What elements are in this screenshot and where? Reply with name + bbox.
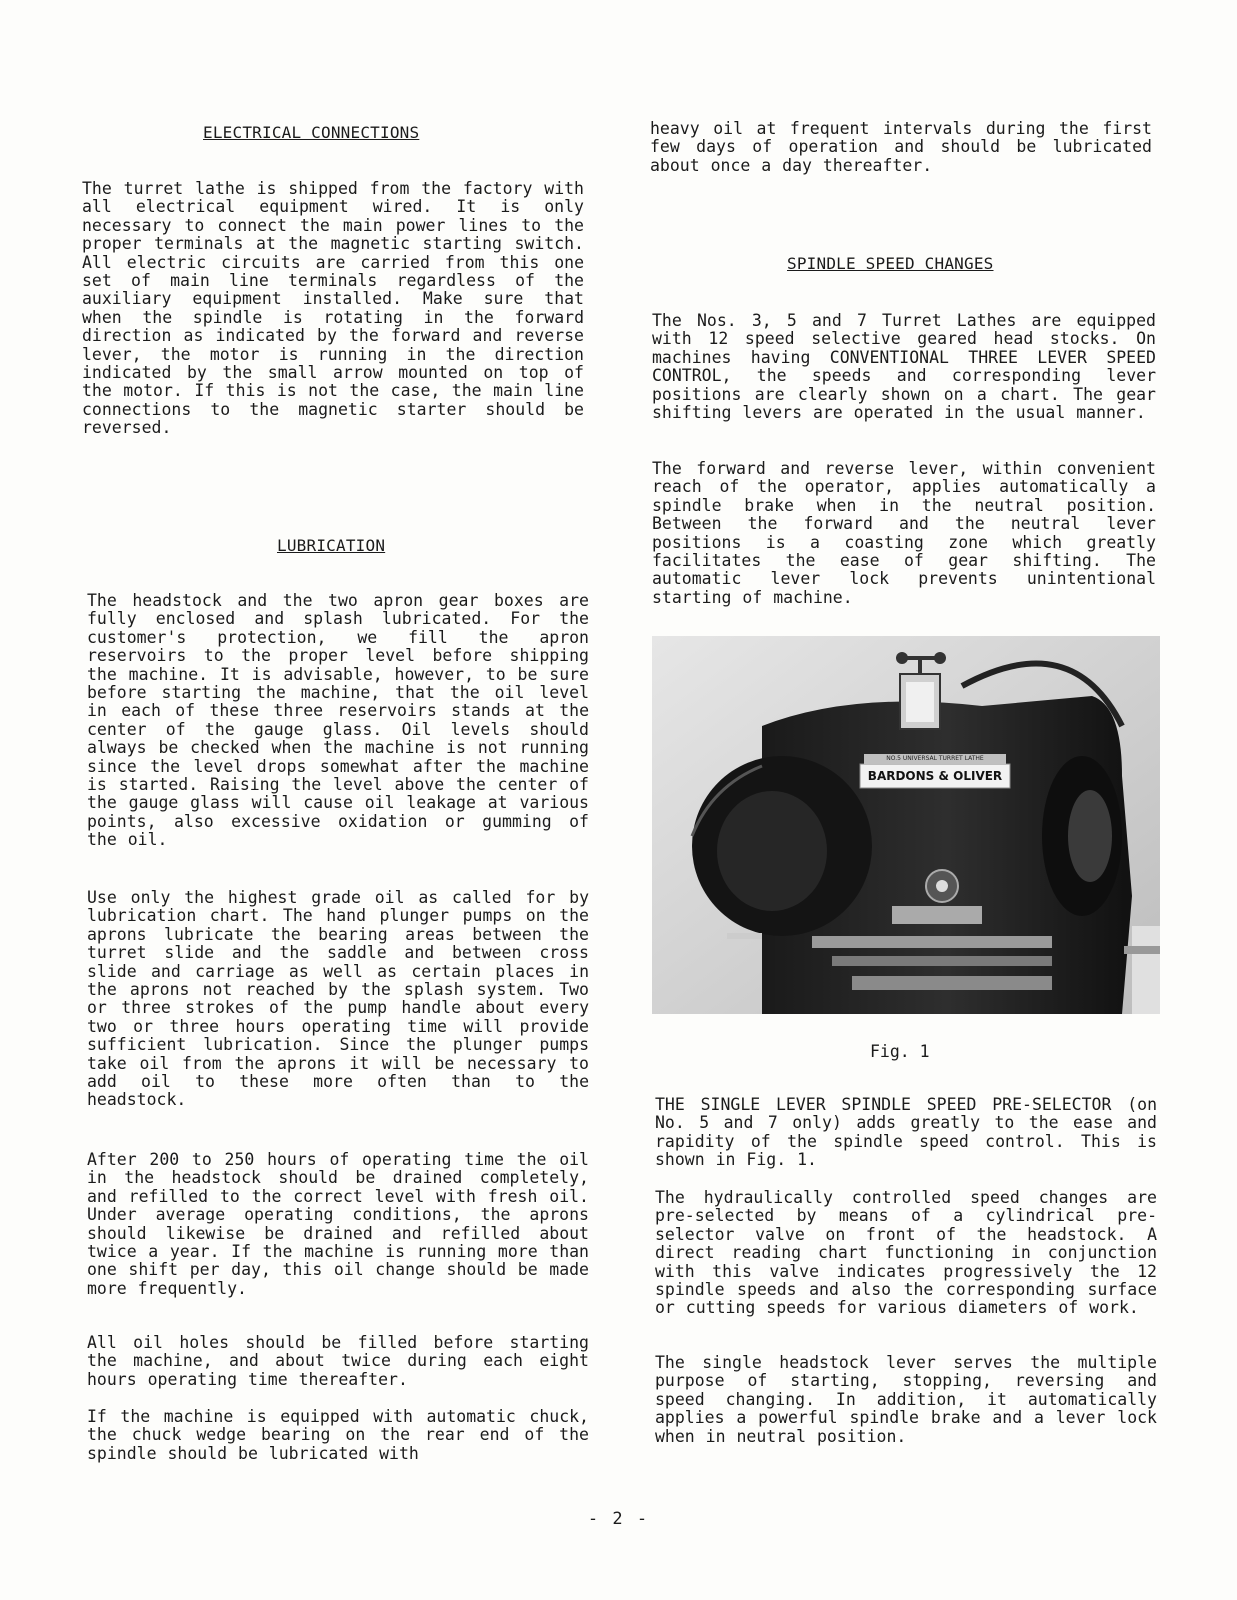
paragraph-lubrication-5: If the machine is equipped with automatic chuck, the chuck wedge bearing on the rear end of the spindle should be lubricated with <box>87 1407 589 1463</box>
paragraph-lubrication-4: All oil holes should be filled before starting the machine, and about twice during each eight hours operating time thereafter. <box>87 1333 589 1389</box>
paragraph-continued: heavy oil at frequent intervals during the first few days of operation and should be lubricated about once a day thereafter. <box>650 119 1152 175</box>
headstock-illustration <box>652 636 1160 1014</box>
paragraph-speed-1: The Nos. 3, 5 and 7 Turret Lathes are equipped with 12 speed selective geared head stocks. On machines having CONVENTIONAL THREE LEVER SPEED CONTROL, the speeds and corresponding lever positions are clearly shown on a chart. The gear shifting levers are operated in the usual manner. <box>652 311 1156 423</box>
paragraph-preselector: THE SINGLE LEVER SPINDLE SPEED PRE-SELECTOR (on No. 5 and 7 only) adds greatly to the ease and rapidity of the spindle speed control. This is shown in Fig. 1. <box>655 1095 1157 1170</box>
heading-electrical-connections: ELECTRICAL CONNECTIONS <box>203 123 420 142</box>
paragraph-speed-2: The forward and reverse lever, within convenient reach of the operator, applies automatically a spindle brake when in the neutral position. Between the forward and the neutral lever positions is a coasting zone which greatly facilitates the ease of gear shifting. The automatic lever lock prevents unintentional starting of machine. <box>652 459 1156 607</box>
heading-lubrication: LUBRICATION <box>277 536 386 555</box>
paragraph-lubrication-1: The headstock and the two apron gear boxes are fully enclosed and splash lubricated. For the customer's protection, we fill the apron reservoirs to the proper level before shipping the machine. It is advisable, however, to be sure before starting the machine, that the oil level in each of these three reservoirs stands at the center of the gauge glass. Oil levels should always be checked when the machine is not running since the level drops somewhat after the machine is started. Raising the level above the center of the gauge glass will cause oil leakage at various points, also excessive oxidation or gumming of the oil. <box>87 591 589 850</box>
paragraph-single-lever: The single headstock lever serves the multiple purpose of starting, stopping, reversing and speed changing. In addition, it automatically applies a powerful spindle brake and a lever lock when in neutral position. <box>655 1353 1157 1446</box>
paragraph-hydraulic: The hydraulically controlled speed changes are pre-selected by means of a cylindrical pre-selector valve on front of the headstock. A direct reading chart functioning in conjunction with this valve indicates progressively the 12 spindle speeds and also the corresponding surface or cutting speeds for various diameters of work. <box>655 1188 1157 1318</box>
paragraph-lubrication-2: Use only the highest grade oil as called for by lubrication chart. The hand plunger pumps on the aprons lubricate the bearing areas between the turret slide and the saddle and between cross slide and carriage as well as certain places in the aprons not reached by the splash system. Two or three strokes of the pump handle about every two or three hours operating time will provide sufficient lubrication. Since the plunger pumps take oil from the aprons it will be necessary to add oil to these more often than to the headstock. <box>87 888 589 1110</box>
nameplate-sub-text: NO.5 UNIVERSAL TURRET LATHE <box>886 755 984 762</box>
paragraph-lubrication-3: After 200 to 250 hours of operating time the oil in the headstock should be drained completely, and refilled to the correct level with fresh oil. Under average operating conditions, the aprons should likewise be drained and refilled about twice a year. If the machine is running more than one shift per day, this oil change should be made more frequently. <box>87 1150 589 1298</box>
figure-caption: Fig. 1 <box>870 1042 930 1061</box>
paragraph-electrical: The turret lathe is shipped from the factory with all electrical equipment wired. It is only necessary to connect the main power lines to the proper terminals at the magnetic starting switch. All electric circuits are carried from this one set of main line terminals regardless of the auxiliary equipment installed. Make sure that when the spindle is rotating in the forward direction as indicated by the forward and reverse lever, the motor is running in the direction indicated by the small arrow mounted on top of the motor. If this is not the case, the main line connections to the magnetic starter should be reversed. <box>82 179 584 438</box>
figure-1-photo <box>652 636 1160 1014</box>
heading-spindle-speed-changes: SPINDLE SPEED CHANGES <box>787 254 994 273</box>
nameplate-text: BARDONS & OLIVER <box>867 769 1003 783</box>
page-number: - 2 - <box>587 1509 650 1529</box>
